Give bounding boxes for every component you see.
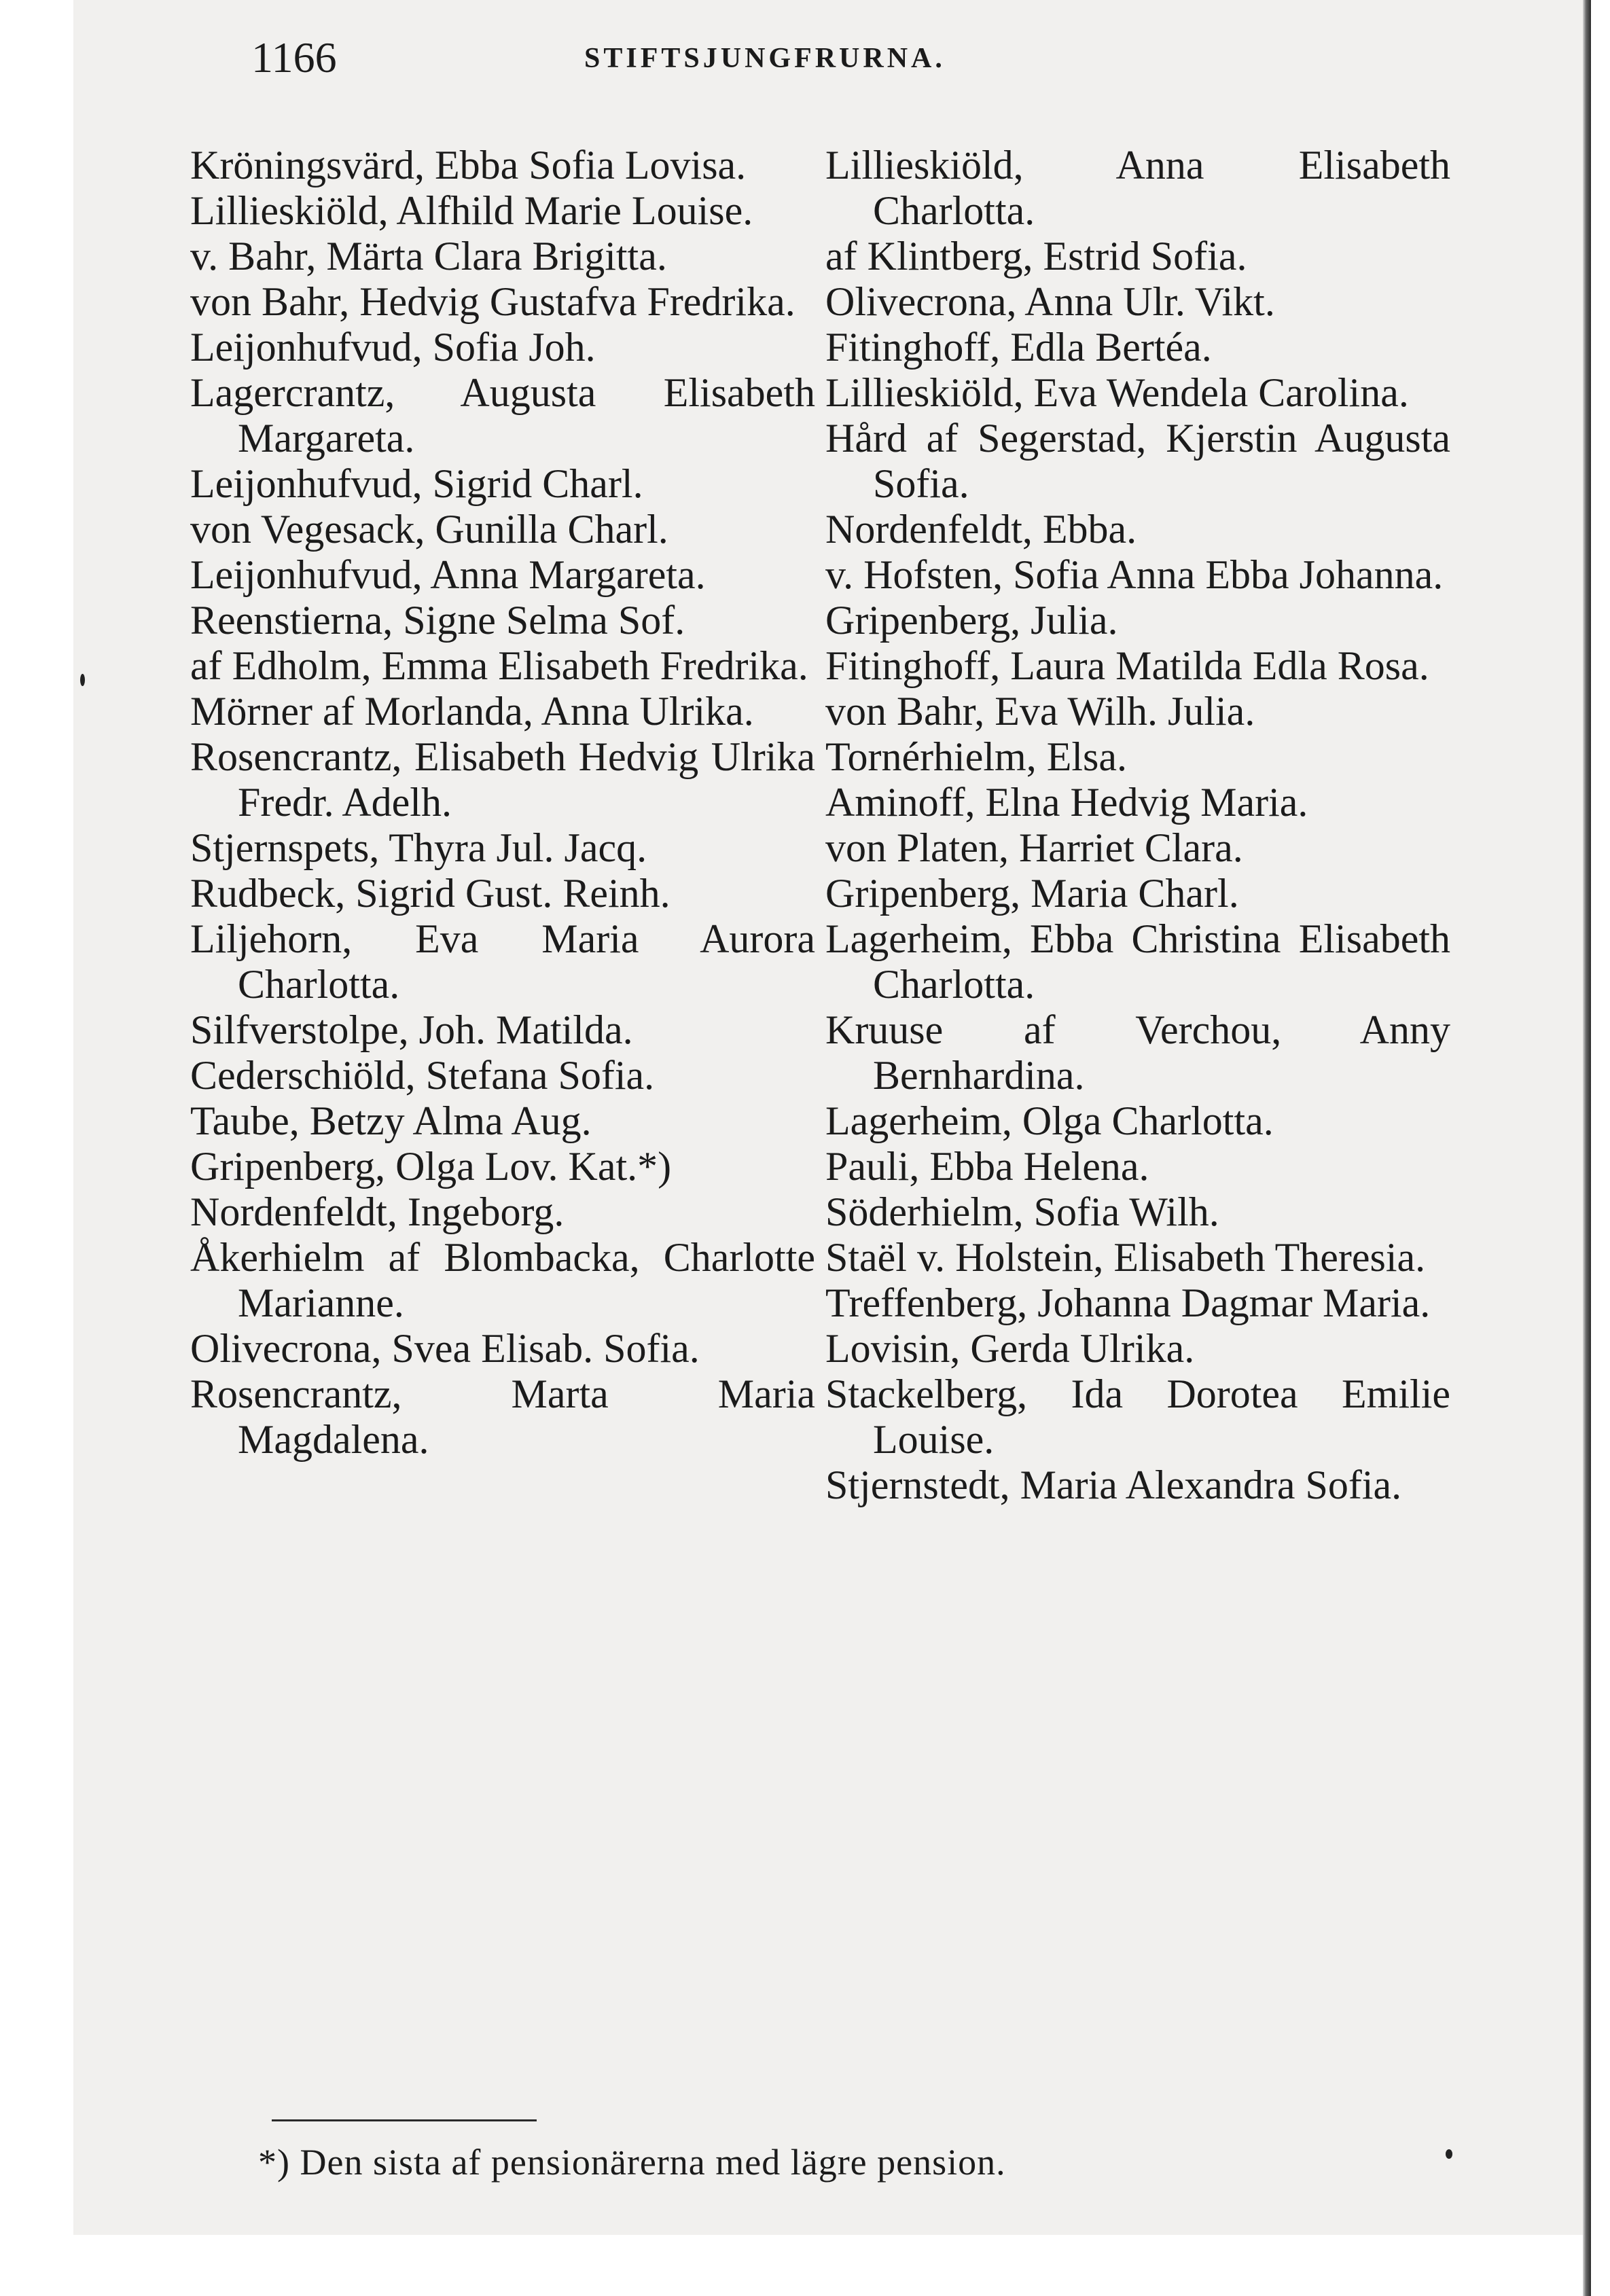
register-entry: Lillieskiöld, Eva Wendela Carolina.: [825, 370, 1409, 415]
register-entry: Lovisin, Gerda Ulrika.: [825, 1326, 1195, 1371]
register-entry: af Edholm, Emma Elisabeth Fredrika.: [190, 643, 808, 688]
register-entry: Hård af Segerstad, Kjerstin Augusta Sofia.: [825, 416, 1450, 506]
register-entry: Olivecrona, Svea Elisab. Sofia.: [190, 1326, 700, 1371]
register-entry: Aminoff, Elna Hedvig Maria.: [825, 780, 1308, 825]
register-entry: Stjernspets, Thyra Jul. Jacq.: [190, 825, 647, 870]
register-entry: Reenstierna, Signe Selma Sof.: [190, 598, 685, 643]
print-speck: [1446, 2149, 1452, 2159]
register-entry: Lagerheim, Olga Charlotta.: [825, 1098, 1274, 1143]
register-entry: Åkerhielm af Blombacka, Charlotte Marianne.: [190, 1235, 815, 1325]
register-entry: von Vegesack, Gunilla Charl.: [190, 507, 668, 552]
register-entry: Staël v. Holstein, Elisabeth Theresia.: [825, 1235, 1426, 1280]
register-entry: Treffenberg, Johanna Dagmar Maria.: [825, 1280, 1431, 1325]
left-column: [190, 143, 815, 1463]
register-entry: von Platen, Harriet Clara.: [825, 825, 1243, 870]
page-number: 1166: [251, 33, 337, 82]
register-entry: Cederschiöld, Stefana Sofia.: [190, 1053, 655, 1098]
register-entry: v. Bahr, Märta Clara Brigitta.: [190, 234, 667, 279]
register-entry: Gripenberg, Olga Lov. Kat.*): [190, 1144, 672, 1189]
register-entry: Pauli, Ebba Helena.: [825, 1144, 1149, 1189]
register-entry: Rosencrantz, Elisabeth Hedvig Ulrika Fredr. Adelh.: [190, 734, 815, 825]
register-entry: Olivecrona, Anna Ulr. Vikt.: [825, 279, 1275, 324]
footnote-divider: [272, 2119, 537, 2121]
register-entry: Gripenberg, Maria Charl.: [825, 871, 1239, 916]
register-entry: Nordenfeldt, Ingeborg.: [190, 1189, 565, 1234]
register-entry: Lillieskiöld, Alfhild Marie Louise.: [190, 188, 753, 233]
register-entry: Gripenberg, Julia.: [825, 598, 1118, 643]
register-entry: Liljehorn, Eva Maria Aurora Charlotta.: [190, 916, 815, 1007]
register-entry: Lillieskiöld, Anna Elisabeth Charlotta.: [825, 143, 1450, 233]
register-entry: Lagercrantz, Augusta Elisabeth Margareta.: [190, 370, 815, 461]
print-speck: [80, 674, 85, 686]
register-entry: Kröningsvärd, Ebba Sofia Lovisa.: [190, 143, 747, 187]
register-entry: Rudbeck, Sigrid Gust. Reinh.: [190, 871, 670, 916]
register-entry: Rosencrantz, Marta Maria Magdalena.: [190, 1371, 815, 1462]
footnote: *) Den sista af pensionärerna med lägre pension.: [258, 2142, 1006, 2183]
register-entry: Mörner af Morlanda, Anna Ulrika.: [190, 689, 754, 734]
register-entry: af Klintberg, Estrid Sofia.: [825, 234, 1247, 279]
register-entry: Taube, Betzy Alma Aug.: [190, 1098, 592, 1143]
right-column: [825, 143, 1450, 1508]
register-entry: von Bahr, Hedvig Gustafva Fredrika.: [190, 279, 795, 324]
register-entry: Stackelberg, Ida Dorotea Emilie Louise.: [825, 1371, 1450, 1462]
running-title: STIFTSJUNGFRURNA.: [584, 43, 946, 74]
register-entry: Fitinghoff, Laura Matilda Edla Rosa.: [825, 643, 1429, 688]
register-entry: Leijonhufvud, Sigrid Charl.: [190, 461, 643, 506]
register-entry: Lagerheim, Ebba Christina Elisabeth Charlotta.: [825, 916, 1450, 1007]
register-entry: Leijonhufvud, Sofia Joh.: [190, 325, 596, 370]
register-entry: Fitinghoff, Edla Bertéa.: [825, 325, 1212, 370]
page-header: [251, 33, 1406, 94]
register-entry: von Bahr, Eva Wilh. Julia.: [825, 689, 1255, 734]
scan-edge-shadow: [1583, 0, 1591, 2296]
register-entry: Nordenfeldt, Ebba.: [825, 507, 1137, 552]
register-entry: Kruuse af Verchou, Anny Bernhardina.: [825, 1007, 1450, 1098]
register-entry: Silfverstolpe, Joh. Matilda.: [190, 1007, 633, 1052]
register-entry: Leijonhufvud, Anna Margareta.: [190, 552, 706, 597]
register-entry: Söderhielm, Sofia Wilh.: [825, 1189, 1219, 1234]
register-entry: Tornérhielm, Elsa.: [825, 734, 1127, 779]
register-entry: Stjernstedt, Maria Alexandra Sofia.: [825, 1463, 1402, 1507]
register-entry: v. Hofsten, Sofia Anna Ebba Johanna.: [825, 552, 1444, 597]
